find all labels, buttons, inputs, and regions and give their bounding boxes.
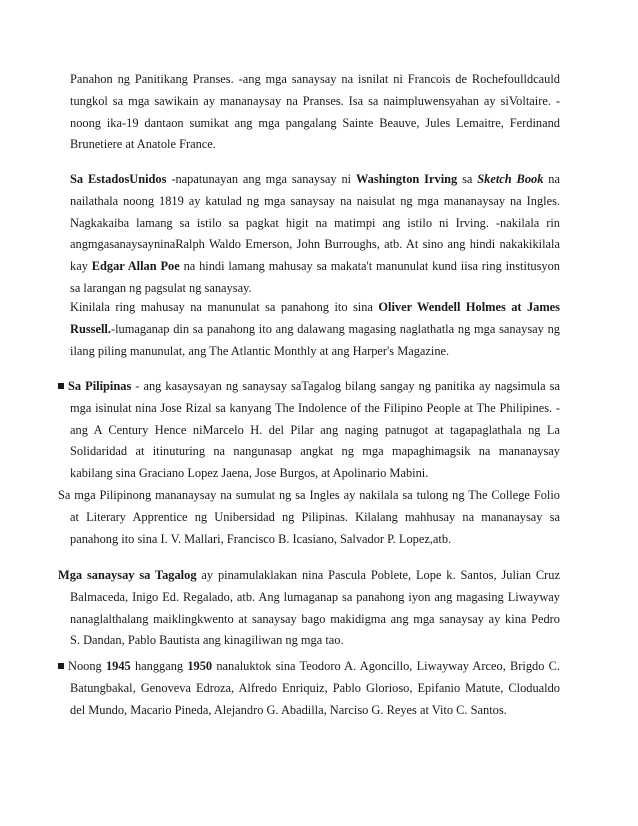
text-run: -napatunayan ang mga sanaysay ni <box>166 172 356 186</box>
text-line: ang A Century Hence niMarcelo H. del Pilar ang naging patnugot at tagapaglathala ng La <box>70 422 560 437</box>
text-line: nailathala noong 1819 ay katulad ng mga sanaysay na naisulat ng mga mananaysay na Ingles. <box>70 193 560 208</box>
text-line <box>70 256 560 278</box>
text-run: - ang kasaysayan ng sanaysay saTagalog bilang sangay ng panitika ay nagsimula sa <box>131 379 560 393</box>
text-line: Brunetiere at Anatole France. <box>70 137 216 152</box>
text-line <box>70 297 560 319</box>
text-line: Nagkakaiba lamang sa istilo sa pagkat higit na matimpi ang istilo ni Irving. -nakilala rin <box>70 215 560 230</box>
paragraph-pilipinas <box>58 376 560 485</box>
text-line: Panahon ng Panitikang Pranses. -ang mga sanaysay na isnilat ni Francois de Rochefoulldcauld <box>70 72 560 86</box>
bullet-icon <box>58 383 64 389</box>
text-line <box>70 319 560 341</box>
text-line: del Mundo, Macario Pineda, Alejandro G. Abadilla, Narciso G. Reyes at Vito C. Santos. <box>70 702 507 717</box>
text-run: nanaluktok sina Teodoro A. Agoncillo, Liwayway Arceo, Brigdo C. <box>212 659 561 673</box>
bold-name: Russell. <box>70 321 111 336</box>
text-line: Balmaceda, Inigo Ed. Regalado, atb. Ang lumaganap sa panahong iyon ang magasing Liwayway <box>70 589 560 604</box>
text-line <box>58 656 560 678</box>
bold-term: Sa EstadosUnidos <box>70 172 167 186</box>
paragraph-holmes-russell <box>70 297 560 362</box>
text-line: sa larangan ng pagsulat ng sanaysay. <box>70 280 252 295</box>
paragraph-ingles <box>58 485 560 550</box>
bold-term: Sa Pilipinas <box>68 379 132 393</box>
text-run: Kinilala ring mahusay na manunulat sa panahong ito sina <box>70 300 379 314</box>
bold-year: 1950 <box>187 659 213 673</box>
text-line: tungkol sa mga sawikain ay mananaysay na Pranses. Isa sa naimpluwensyahan ay siVoltaire. - <box>70 93 560 108</box>
text-run: sa <box>457 172 478 186</box>
text-run: kay <box>70 259 92 274</box>
paragraph-1945-1950 <box>58 656 560 721</box>
text-line: Sa mga Pilipinong mananaysay na sumulat ng sa Ingles ay nakilala sa tulong ng The College Folio <box>58 488 560 502</box>
bold-name: Oliver Wendell Holmes at James <box>378 300 561 314</box>
bold-term: Mga sanaysay sa Tagalog <box>58 568 197 582</box>
bold-name: Washington Irving <box>355 172 458 186</box>
text-line: angmgasanaysayninaRalph Waldo Emerson, John Burroughs, atb. At sino ang hindi nakakikilala <box>70 237 560 252</box>
text-line: at Literary Apprentice ng Unibersidad ng Pilipinas. Kilalang mahhusay na mananaysay sa <box>70 509 560 524</box>
text-run: hanggang <box>130 659 188 673</box>
text-run: na <box>543 172 560 186</box>
text-run: na hindi lamang mahusay sa makata't manunulat kund iisa ring institusyon <box>179 259 560 274</box>
text-run: -lumaganap din sa panahong ito ang dalawang magasing naglathatla ng mga sanaysay ng <box>110 321 560 336</box>
text-line: S. Dandan, Pablo Bautista ang kinagiliwan ng mga tao. <box>70 633 344 648</box>
text-line: kabilang sina Graciano Lopez Jaena, Jose Burgos, at Apolinario Mabini. <box>70 466 429 481</box>
text-line: panahong ito sina I. V. Mallari, Francisco B. Icasiano, Salvador P. Lopez,atb. <box>70 531 452 546</box>
text-line: noong ika-19 dantaon sumikat ang mga pangalang Sainte Beauve, Jules Lemaitre, Ferdinand <box>70 115 560 130</box>
text-line <box>58 376 560 398</box>
text-line: mga isinulat nina Jose Rizal sa kanyang The Indolence of the Filipino People at The Philipines. - <box>70 400 560 415</box>
bold-name: Edgar Allan Poe <box>91 259 180 274</box>
text-line: ilang piling manunulat, ang The Atlantic Monthly at ang Harper's Magazine. <box>70 343 450 358</box>
text-line <box>70 169 560 191</box>
paragraph-tagalog <box>58 565 560 652</box>
bold-year: 1945 <box>105 659 131 673</box>
italic-title: Sketch Book <box>477 172 544 186</box>
text-line <box>58 565 560 587</box>
text-run: ay pinamulaklakan nina Pascula Poblete, Lope k. Santos, Julian Cruz <box>196 568 560 582</box>
text-run: Noong <box>68 659 106 673</box>
text-line: nanaglalthalang maiklingkwento at sanaysay bago makidigma ang mga sanaysay ay kina Pedro <box>70 611 560 626</box>
text-line: Solidaridad at itinuturing na nangunasap angkat ng mga mapaghimagsik na mananaysay <box>70 444 560 459</box>
text-line: Batungbakal, Genoveva Edroza, Alfredo Enriquiz, Pablo Glorioso, Epifanio Matute, Clodualdo <box>70 680 560 695</box>
paragraph-pranses <box>70 69 560 156</box>
bullet-icon <box>58 663 64 669</box>
paragraph-estados-unidos <box>70 169 560 300</box>
